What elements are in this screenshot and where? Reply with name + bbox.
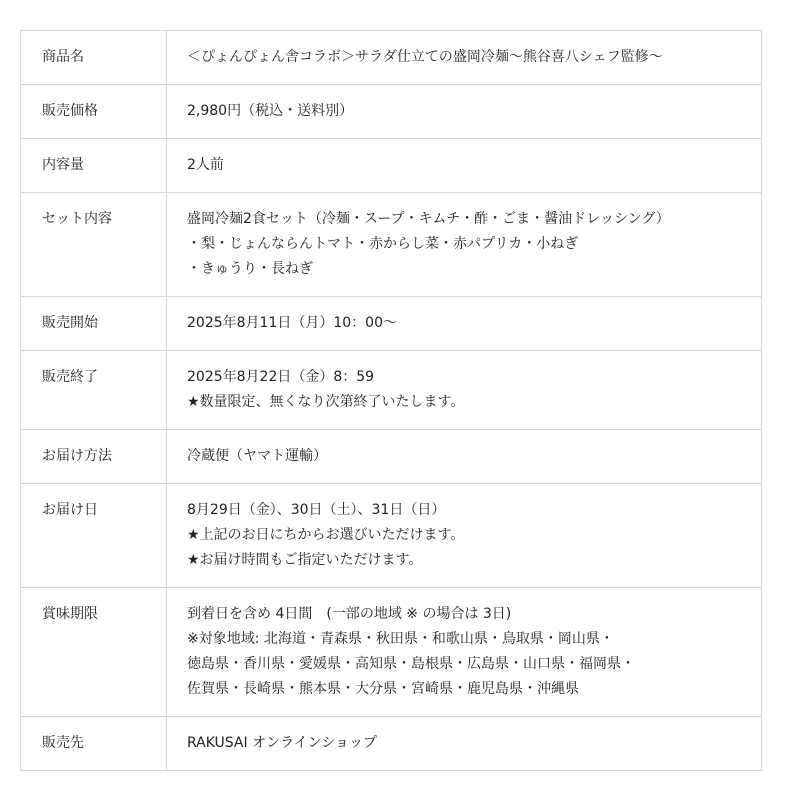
row-value <box>167 717 762 771</box>
value-line: 2025年8月11日（月）10：00〜 <box>187 315 397 331</box>
value-line: ・きゅうり・長ねぎ <box>187 261 313 277</box>
row-best-before <box>21 588 762 717</box>
value-line: ★上記のお日にちからお選びいただけます。 <box>187 527 465 543</box>
row-label: 販売先 <box>21 717 167 771</box>
value-line: ＜ぴょんぴょん舎コラボ＞サラダ仕立ての盛岡冷麺〜熊谷喜八シェフ監修〜 <box>187 49 663 65</box>
row-value <box>167 31 762 85</box>
value-line: 到着日を含め 4日間 (一部の地域 ※ の場合は 3日) <box>187 606 512 622</box>
row-set-contents <box>21 193 762 297</box>
row-label: 販売価格 <box>21 85 167 139</box>
value-line: ★数量限定、無くなり次第終了いたします。 <box>187 394 465 410</box>
row-value <box>167 484 762 588</box>
row-label: お届け方法 <box>21 430 167 484</box>
value-line: 8月29日（金）、30日（土）、31日（日） <box>187 502 446 518</box>
row-sale-start <box>21 297 762 351</box>
value-line: 冷蔵便（ヤマト運輸） <box>187 448 327 464</box>
value-line: 盛岡冷麺2食セット（冷麺・スープ・キムチ・酢・ごま・醤油ドレッシング） <box>187 211 670 227</box>
row-value <box>167 193 762 297</box>
value-line: 2人前 <box>187 157 224 173</box>
row-value <box>167 297 762 351</box>
product-spec-table <box>20 30 762 771</box>
row-quantity <box>21 139 762 193</box>
value-line: ※対象地域: 北海道・青森県・秋田県・和歌山県・鳥取県・岡山県・ <box>187 631 614 647</box>
value-line: 2,980円（税込・送料別） <box>187 103 354 119</box>
row-label: 商品名 <box>21 31 167 85</box>
row-label: 賞味期限 <box>21 588 167 717</box>
row-delivery-date <box>21 484 762 588</box>
row-label: セット内容 <box>21 193 167 297</box>
value-line: RAKUSAI オンラインショップ <box>187 735 378 751</box>
row-price <box>21 85 762 139</box>
row-sale-end <box>21 351 762 430</box>
row-delivery-method <box>21 430 762 484</box>
row-label: お届け日 <box>21 484 167 588</box>
value-line: ・梨・じょんならんトマト・赤からし菜・赤パプリカ・小ねぎ <box>187 236 579 252</box>
row-value <box>167 85 762 139</box>
row-label: 販売開始 <box>21 297 167 351</box>
row-label: 販売終了 <box>21 351 167 430</box>
value-line: 徳島県・香川県・愛媛県・高知県・島根県・広島県・山口県・福岡県・ <box>187 656 635 672</box>
row-value <box>167 351 762 430</box>
value-line: ★お届け時間もご指定いただけます。 <box>187 552 423 568</box>
row-product-name <box>21 31 762 85</box>
value-line: 2025年8月22日（金）8：59 <box>187 369 375 385</box>
value-line: 佐賀県・長崎県・熊本県・大分県・宮崎県・鹿児島県・沖縄県 <box>187 681 579 697</box>
row-value <box>167 430 762 484</box>
row-seller <box>21 717 762 771</box>
row-label: 内容量 <box>21 139 167 193</box>
row-value <box>167 139 762 193</box>
row-value <box>167 588 762 717</box>
